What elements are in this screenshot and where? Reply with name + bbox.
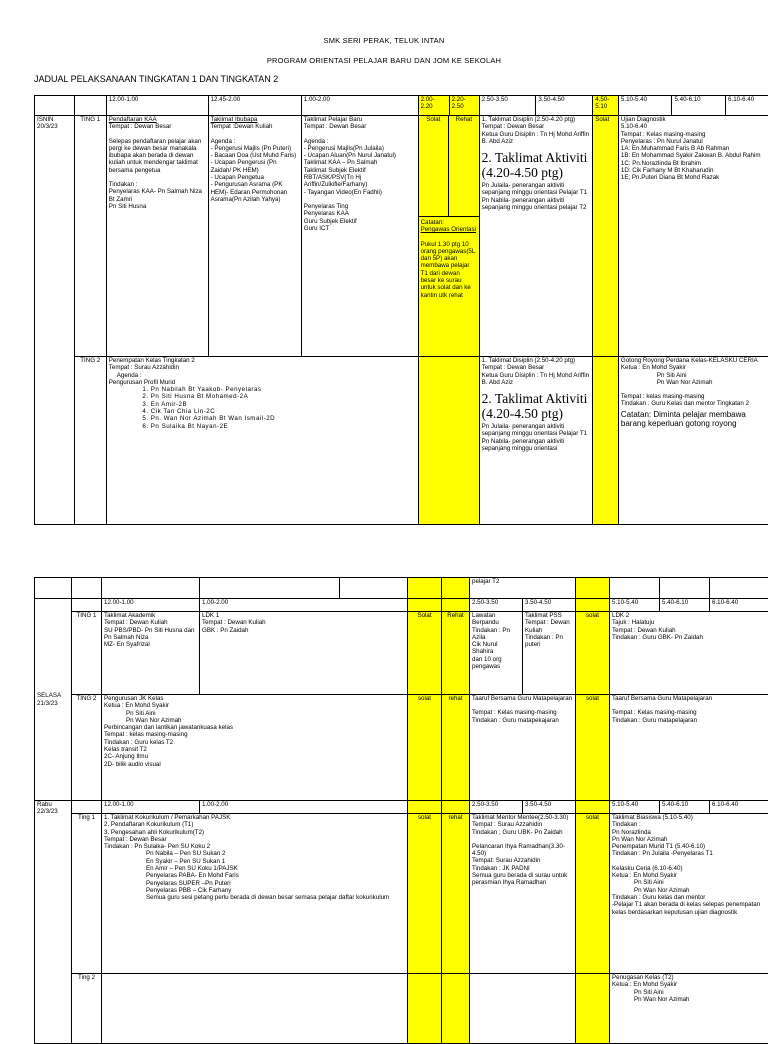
- day-cell: [35, 599, 72, 801]
- cell-line: Pn Wan Nor Azimah: [612, 887, 767, 894]
- slot-cell: [102, 695, 408, 801]
- cell-line: Tindakan : Guru matapekajaran: [472, 717, 573, 724]
- cell-line: Pn Siti Aini: [612, 989, 767, 996]
- cell-line: Tindakan : Pn puteri: [525, 634, 573, 649]
- cell-line: Semua guru sesi petang perlu berada di dewan besar semasa pelajar daftar kokurikulum: [146, 894, 405, 901]
- cell-line: - Pengurusan Asrama (PK HEM)- Edaran Permohonan Asrama(Pn Azilah Yahya): [211, 181, 299, 203]
- cell-line: - Pengerusi Majlis (Pn Puteri): [211, 145, 299, 152]
- list-item: 2. Pn Siti Husna Bt Mohamed-2A: [151, 393, 416, 400]
- date-label: 22/3/23: [37, 808, 69, 815]
- cell-line: Perbincangan dan lantikan jawatankuasa kelas: [104, 724, 405, 731]
- cell-line: Tempat : Surau Azzahidin: [472, 821, 573, 828]
- break-cell: [418, 357, 479, 525]
- cell-line: Tindakan : Guru kelas dan mentor: [612, 894, 767, 901]
- time-cell: 3.50-4.50: [523, 599, 576, 612]
- time-cell: 2.20-2.50: [449, 96, 479, 116]
- time-cell: 5.10-5.40: [610, 801, 660, 814]
- cell-line: Pn Siti Aini: [612, 879, 767, 886]
- solat-label: solat: [576, 814, 610, 974]
- cell-line: MZ- En Syafrizal: [104, 641, 197, 648]
- cell-line: - Pengerusi Majlis(Pn Julaila): [304, 145, 416, 152]
- rehat-label: rehat: [442, 814, 470, 974]
- time-cell: 2.50-3.50: [470, 801, 523, 814]
- cell-line: Tempat : Dewan Besar: [304, 123, 416, 130]
- cell-line: 3. Pengesahan ahli Kokurikulum(T2): [104, 829, 405, 836]
- cell-line: 1E; Pn.Puteri Diana Bt Mohd Razak: [621, 174, 766, 181]
- cell-line: LDK 2: [612, 612, 767, 619]
- form-label: TING 1: [74, 116, 106, 357]
- solat-label: solat: [576, 695, 610, 801]
- cell-line: 1B: En Mohammad Syakir Zakwan B. Abdul Rahim: [621, 152, 766, 159]
- rehat-label: Rehat: [442, 612, 470, 695]
- form-label: TING 2: [72, 695, 102, 801]
- schedule-table-1: [34, 95, 768, 525]
- slot-cell: [470, 695, 576, 801]
- cell-line: Guru ICT: [304, 225, 416, 232]
- cell-line: Cik Nurul Shahira: [472, 641, 520, 656]
- slot-cell: [618, 116, 768, 357]
- time-header-row: [35, 599, 768, 612]
- cell-line: Tempat : kelas masing-masing: [621, 393, 766, 400]
- cell-line: Pn Julaila- penerangan aktiviti sepanjang minggu orientasi Pelajar T1: [482, 182, 591, 197]
- cell-line: Pelancaran Ihya Ramadhan(3.30-4.50): [472, 843, 573, 858]
- cell-line: Ketua Guru Disiplin : Tn Hj Mohd Ariffin B. Abd Aziz: [482, 372, 591, 387]
- cell-line: Taklimat Mentor Mentee(2.50-3.30): [472, 814, 573, 821]
- cell-line: Selepas pendaftaran pelajar akan pergi ke dewan besar manakala ibubapa akan berada di dewan kuliah untuk mendengar taklimat bersama pengetua: [109, 138, 206, 174]
- cell-line: Pengurusan JK Kelas: [104, 695, 405, 702]
- table-row: [35, 814, 768, 974]
- slot-cell: [102, 814, 408, 974]
- table-row: [35, 357, 768, 525]
- cell-line: Pn Siti Husna: [109, 203, 206, 210]
- cell-line: Penyelaras PABA- En Mohd Faris: [146, 872, 405, 879]
- cell-line: - Ucapan Pengetua: [211, 174, 299, 181]
- cell-line: Tempat : Dewan Kuliah: [612, 627, 767, 634]
- slot-cell: [479, 357, 593, 525]
- cell-line: Pn Wan Nor Azimah: [612, 996, 767, 1003]
- cell-line: Taklimat Subjek Elektif RBT/ASK/PSV(Tn Hj Ariffin/Zulkifle/Farhany): [304, 167, 416, 189]
- cell-line: Tindakan : Guru GBK- Pn Zaidah: [612, 634, 767, 641]
- time-cell: 3.50-4.50: [523, 801, 576, 814]
- cell-line: Taklimat Ibubapa: [211, 116, 299, 123]
- cell-heading: 2. Taklimat Aktiviti (4.20-4.50 ptg): [482, 392, 591, 421]
- solat-label: solat: [408, 814, 442, 974]
- cell-line: Penyelaras Ting: [304, 203, 416, 210]
- cell-line: Tindakan : Guru Kelas dan mentor Tingkatan 2: [621, 400, 766, 407]
- slot-cell: [610, 814, 768, 974]
- time-cell: 5.40-6.10: [672, 96, 726, 116]
- cell-line: 1. Taklimat Disiplin (2.50-4.20 ptg): [482, 357, 591, 364]
- slot-cell: [208, 116, 301, 357]
- cell-line: 5.10-6.40: [621, 123, 766, 130]
- cell-line: Tempat : Dewan Besar: [109, 123, 206, 130]
- cell-line: Taklimat Pelajar Baru: [304, 116, 416, 123]
- cell-line: Tindakan :: [109, 181, 206, 188]
- slot-cell: [102, 974, 408, 1044]
- cell-line: Guru Subjek Elektif: [304, 218, 416, 225]
- cell-line: Agenda :: [109, 372, 416, 379]
- cell-line: Ketua Guru Disiplin : Tn Hj Mohd Ariffin B. Abd Aziz: [482, 131, 591, 146]
- cell-line: Penyelaras PBB – Cik Farhany: [146, 887, 405, 894]
- time-cell: 5.40-6.10: [660, 801, 710, 814]
- cell-line: - Bacaan Doa (Ust Muhd Faris): [211, 152, 299, 159]
- note-label: Catatan:: [421, 219, 477, 226]
- time-cell: 2.50-3.50: [479, 96, 536, 116]
- time-cell: 6.10-6.40: [726, 96, 768, 116]
- cell-line: Tempat :Dewan Kuliah: [211, 123, 299, 130]
- schedule-title: JADUAL PELAKSANAAN TINGKATAN 1 DAN TINGKATAN 2: [34, 74, 278, 84]
- cell-line: Gotong Royong Perdana Kelas-KELASKU CERIA: [621, 357, 766, 364]
- slot-cell: [200, 612, 408, 695]
- time-cell: 12.00-1.00: [102, 801, 200, 814]
- cell-line: Tempat : kelas masing-masing: [104, 731, 405, 738]
- cell-line: Lawatan Berpandu: [472, 612, 520, 627]
- cell-line: Semua guru berada di surau untuk perasmian Ihya Ramadhan: [472, 872, 573, 887]
- cell-line: Pengurusan Profil Murid: [109, 379, 416, 386]
- time-cell: 4.50-5.10: [593, 96, 619, 116]
- cell-note: Catatan: Diminta pelajar membawa barang keperluan gotong royong: [621, 410, 766, 429]
- cell-line: Tindakan : Pn Julaila -Penyelaras T1: [612, 850, 767, 857]
- time-cell: 6.10-6.40: [710, 599, 768, 612]
- slot-cell: [470, 612, 523, 695]
- teacher-list: [109, 386, 416, 430]
- cell-line: Taaruf Bersama Guru Matapelajaran: [472, 695, 573, 702]
- list-item: 6. Pn Sulaika Bt Nayan-2E: [151, 423, 416, 430]
- table-row: [35, 695, 768, 801]
- cell-line: Pn Nabila- penerangan aktiviti sepanjang minggu orientasi pelajar T2: [482, 197, 591, 212]
- time-header-row: [35, 96, 768, 116]
- cell-line: Kelas transit T2: [104, 746, 405, 753]
- cell-line: Taklimat Biasiswa (5.10-5.40): [612, 814, 767, 821]
- cell-line: -Pelajar T1 akan berada di kelas selepas penempatan kelas berdasarkan keputusan ujian diagnostik: [612, 901, 767, 916]
- slot-cell: [479, 116, 593, 357]
- cell-line: 1C: Pn.Norazlinda Bt Ibrahim: [621, 160, 766, 167]
- cell-line: Penyelaras : Pn Nurul Janatul: [621, 138, 766, 145]
- day-label: Rabu: [37, 801, 69, 808]
- time-cell: 5.10-5.40: [618, 96, 672, 116]
- cell-line: SU PBS/PBD- Pn Siti Husna dan Pn Salmah Niza: [104, 627, 197, 642]
- cell-line: Ujian Diagnostik: [621, 116, 766, 123]
- cell-line: Tempat : Dewan Besar: [482, 364, 591, 371]
- cell-line: Tempat : Dewan Kuliah: [104, 619, 197, 626]
- cell-line: Tempat : Kelas masing-masing: [612, 709, 767, 716]
- cell-line: Ketua : En Mohd Syakir: [612, 872, 767, 879]
- cell-line: Tindakan : Pn Azila: [472, 627, 520, 642]
- day-cell: [35, 801, 72, 1044]
- cell-line: Penempatan Murid T1 (5.40-6.10): [612, 843, 767, 850]
- cell-line: Taklimat Akademik: [104, 612, 197, 619]
- solat-label: Solat: [419, 116, 450, 216]
- cell-line: 1A: En.Muhammad Faris B Ab Rahman: [621, 145, 766, 152]
- cell-line: Tindakan : JK PADNI: [472, 865, 573, 872]
- cell-line: Taaruf Bersama Guru Matapelajaran: [612, 695, 767, 702]
- cell-line: En Amir – Pen SU Koku 1/PAJSK: [146, 865, 405, 872]
- cell-line: Penempatan Kelas Tingkatan 2: [109, 357, 416, 364]
- list-item: 5. Pn. Wan Nor Azimah Bt Wan Ismail-2D: [151, 415, 416, 422]
- note-line: Pengawas Orientasi: [421, 226, 477, 233]
- slot-cell: [102, 612, 200, 695]
- cell-line: En Syakir – Pen SU Sukan 1: [146, 858, 405, 865]
- cell-line: 1. Taklimat Kokurikulum / Pemarkahan PAJSK: [104, 814, 405, 821]
- slot-cell: [610, 612, 768, 695]
- day-label: ISNIN: [37, 116, 72, 123]
- cell-line: - Ucapan Pengerusi (Pn Zaidah/ PK HEM): [211, 159, 299, 174]
- date-label: 20/3/23: [37, 123, 72, 130]
- cell-line: Tindakan : Guru kelas T2: [104, 739, 405, 746]
- cell-line: Tempat : Surau Azzahidin: [109, 364, 416, 371]
- slot-cell: [610, 695, 768, 801]
- cell-heading: 2. Taklimat Aktiviti (4.20-4.50 ptg): [482, 151, 591, 180]
- cell-line: Taklimat KAA – Pn Salmah: [304, 159, 416, 166]
- cell-line: Ketua : En Mohd Syakir: [612, 981, 767, 988]
- cell-line: Pn Norazlinda: [612, 829, 767, 836]
- time-cell: 2.50-3.50: [470, 599, 523, 612]
- list-item: 1. Pn Nabilah Bt Yaakob- Penyelaras: [151, 386, 416, 393]
- cell-line: Pn Siti Aini: [621, 372, 766, 379]
- time-cell: 1.00-2.00: [200, 801, 408, 814]
- cell-line: Pn Wan Nor Azimah: [612, 836, 767, 843]
- cell-line: Pn Wan Nor Azimah: [104, 717, 405, 724]
- program-title: PROGRAM ORIENTASI PELAJAR BARU DAN JOM KE SEKOLAH: [0, 56, 768, 65]
- table-row: [35, 974, 768, 1044]
- cell-line: Pn Siti Aini: [104, 710, 405, 717]
- cell-line: Penyelaras SUPER –Pn Puteri: [146, 880, 405, 887]
- time-cell: 2.00-2.20: [418, 96, 449, 116]
- cell-line: Penugasan Kelas (T2): [612, 974, 767, 981]
- slot-cell: [523, 612, 576, 695]
- solat-label: solat: [576, 612, 610, 695]
- schedule-table-2: [34, 577, 768, 1044]
- cell-line: Kelasku Ceria (6.10-6.40): [612, 865, 767, 872]
- cell-line: 2D- bilik audio visual: [104, 761, 405, 768]
- time-cell: 12.00-1.00: [106, 96, 208, 116]
- cell-line: Tindakan : Pn Sulaika- Pen SU Koku 2: [104, 843, 405, 850]
- rehat-label: Rehat: [449, 116, 479, 216]
- cell-line: Tempat : Dewan Besar: [104, 836, 405, 843]
- break-cell: [418, 116, 479, 357]
- list-item: 4. Cik Tan Chia Lin-2C: [151, 408, 416, 415]
- date-label: 21/3/23: [37, 700, 69, 707]
- table-row: [35, 612, 768, 695]
- cell-line: dan 10 org pengawas: [472, 656, 520, 671]
- day-label: SELASA: [37, 692, 69, 699]
- solat-label: Solat: [593, 116, 619, 357]
- day-cell: [35, 116, 75, 525]
- time-cell: 5.10-5.40: [610, 599, 660, 612]
- cell-line: 2. Pendaftaran Kokurikulum (T1): [104, 821, 405, 828]
- table-row: [35, 116, 768, 357]
- cell-line: Agenda :: [211, 138, 299, 145]
- cell-line: Tajuk : Halatuju: [612, 619, 767, 626]
- cell-line: Tindakan :: [612, 821, 767, 828]
- cell-line: Penyelaras KAA- Pn Salmah Niza Bt Zamri: [109, 188, 206, 203]
- cell-line: Tindakan ; Guru UBK- Pn Zaidah: [472, 829, 573, 836]
- cell-line: - Tayangan Video(En Fadhli): [304, 189, 416, 196]
- slot-cell: [106, 116, 208, 357]
- cell-line: Tindakan : Guru matapelajaran: [612, 717, 767, 724]
- cell-line: Penyelaras KAA: [304, 210, 416, 217]
- cell-line: Ketua : En Mohd Syakir: [621, 364, 766, 371]
- cell-line: Tempat : Dewan Besar: [482, 123, 591, 130]
- time-cell: 12.00-1.00: [102, 599, 200, 612]
- slot-cell: [106, 357, 418, 525]
- slot-cell: [301, 116, 418, 357]
- slot-cell: [470, 814, 576, 974]
- time-cell: 1.00-2.00: [200, 599, 408, 612]
- cell-line: 2C- Anjung Ilmu: [104, 753, 405, 760]
- cell-line: Tempat : Kelas masing-masing: [472, 709, 573, 716]
- cell-line: Pn Julaila- penerangan aktiviti sepanjang minggu orientasi Pelajar T1: [482, 423, 591, 438]
- cell-line: pelajar T2: [470, 578, 576, 599]
- form-label: TING 2: [74, 357, 106, 525]
- time-cell: 12.45-2.00: [208, 96, 301, 116]
- break-cell: [593, 357, 619, 525]
- cell-line: Tempat: Surau Azzahidin: [472, 857, 573, 864]
- slot-cell: [618, 357, 768, 525]
- time-cell: 5.40-6.10: [660, 599, 710, 612]
- list-item: 3. En Amir-2B: [151, 401, 416, 408]
- cell-line: Tempat : Kelas masing-masing: [621, 131, 766, 138]
- cell-line: Agenda :: [304, 138, 416, 145]
- cell-indent-block: [104, 850, 405, 901]
- form-label: Ting 1: [72, 814, 102, 974]
- cell-line: Pn Wan Nor Azimah: [621, 379, 766, 386]
- cell-line: 1D: Cik Farhany M Bt Khaharudin: [621, 167, 766, 174]
- cell-line: Tempat : Dewan Kuliah: [202, 619, 405, 626]
- cell-line: - Ucapan Aluan(Pn Nurul Janatul): [304, 152, 416, 159]
- time-cell: 3.50-4.50: [536, 96, 593, 116]
- form-label: Ting 2: [72, 974, 102, 1044]
- time-header-row: [35, 801, 768, 814]
- time-cell: 6.10-6.40: [710, 801, 768, 814]
- school-name: SMK SERI PERAK, TELUK INTAN: [0, 36, 768, 45]
- cell-line: LDK 1: [202, 612, 405, 619]
- cell-line: Pendaftaran KAA: [109, 116, 206, 123]
- cell-line: 1. Taklimat Disiplin (2.50-4.20 ptg): [482, 116, 591, 123]
- table-row: [35, 578, 768, 599]
- rehat-label: rehat: [442, 695, 470, 801]
- slot-cell: [610, 974, 768, 1044]
- cell-line: GBK : Pn Zaidah: [202, 627, 405, 634]
- form-label: TING 1: [72, 612, 102, 695]
- time-cell: 1.00-2.00: [301, 96, 418, 116]
- cell-line: Taklimat PSS: [525, 612, 573, 619]
- cell-line: Pn Nabila – Pen SU Sukan 2: [146, 850, 405, 857]
- cell-line: Pn Nabila- penerangan aktiviti sepanjang minggu orientasi: [482, 438, 591, 453]
- cell-line: Ketua : En Mohd Syakir: [104, 702, 405, 709]
- cell-line: Tempat : Dewan Kuliah: [525, 619, 573, 634]
- note-line: Pukul 1.30 ptg 10 orang pengawas(5L dan 5P) akan membawa pelajar T1 dari dewan besar ke surau untuk solat dan ke kantin utk rehat: [421, 241, 477, 299]
- solat-label: solat: [408, 695, 442, 801]
- solat-label: Solat: [408, 612, 442, 695]
